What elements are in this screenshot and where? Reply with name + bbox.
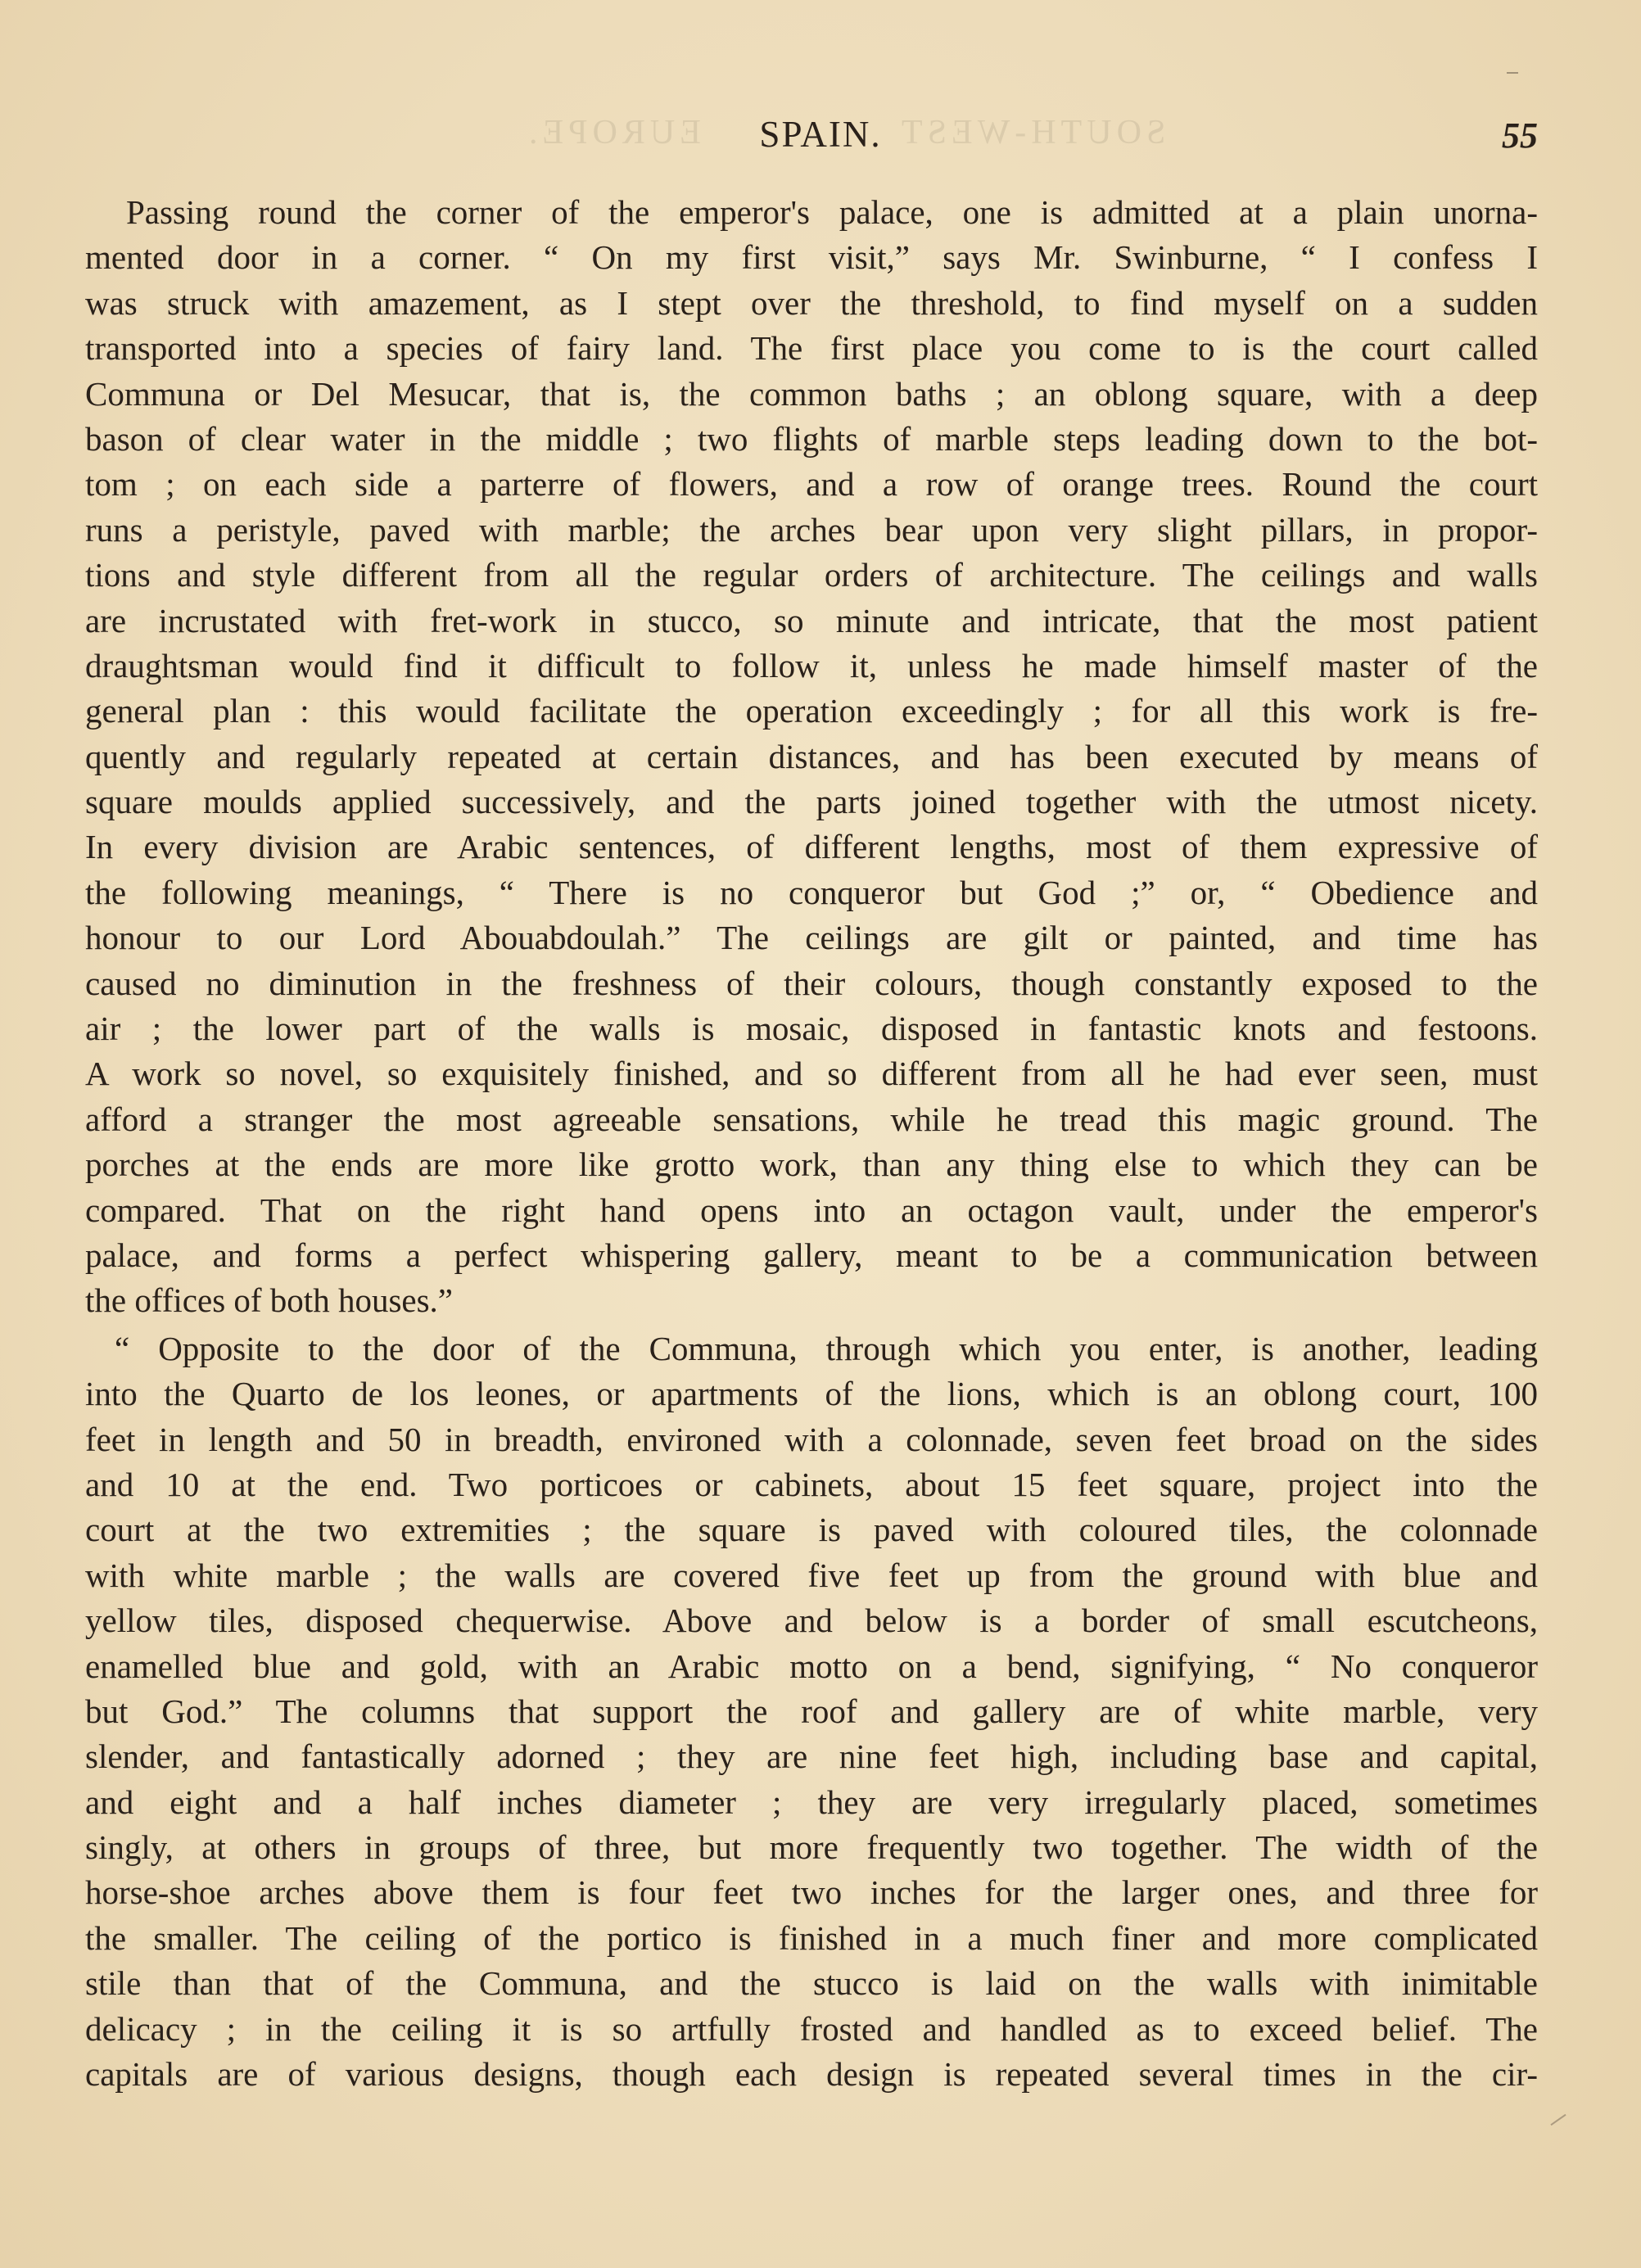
text-line: the offices of both houses.”	[85, 1281, 453, 1320]
text-line: honour to our Lord Abouabdoulah.” The ceilings are gilt or painted, and time has	[85, 919, 1538, 957]
text-line: porches at the ends are more like grotto work, than any thing else to which they can be	[85, 1145, 1538, 1184]
text-line: Passing round the corner of the emperor's palace, one is admitted at a plain unorna-	[126, 193, 1538, 231]
text-line: capitals are of various designs, though each design is repeated several times in the cir-	[85, 2055, 1538, 2094]
text-line: court at the two extremities ; the square is paved with coloured tiles, the colonnade	[85, 1511, 1538, 1549]
text-line: singly, at others in groups of three, but more frequently two together. The width of the	[85, 1828, 1538, 1867]
ink-speck-top	[1507, 72, 1518, 74]
text-line: general plan : this would facilitate the operation exceedingly ; for all this work is fre-	[85, 692, 1538, 730]
text-line: Communa or Del Mesucar, that is, the common baths ; an oblong square, with a deep	[85, 374, 1538, 413]
paragraph-2	[85, 1326, 1538, 2098]
text-line: with white marble ; the walls are covered five feet up from the ground with blue and	[85, 1556, 1538, 1594]
text-line: palace, and forms a perfect whispering gallery, meant to be a communication between	[85, 1236, 1538, 1274]
text-line: transported into a species of fairy land. The first place you come to is the court called	[85, 329, 1538, 368]
body-text	[85, 190, 1538, 2097]
text-line: the following meanings, “ There is no conqueror but God ;” or, “ Obedience and	[85, 873, 1538, 911]
text-line: and eight and a half inches diameter ; they are very irregularly placed, sometimes	[85, 1782, 1538, 1821]
running-title: SPAIN.	[759, 114, 882, 155]
text-line: draughtsman would find it difficult to follow it, unless he made himself master of the	[85, 646, 1538, 684]
text-line: air ; the lower part of the walls is mosaic, disposed in fantastic knots and festoons.	[85, 1010, 1538, 1048]
show-through-right: SOUTH-WEST	[897, 114, 1166, 151]
text-line: caused no diminution in the freshness of their colours, though constantly exposed to the	[85, 964, 1538, 1002]
text-line: yellow tiles, disposed chequerwise. Above and below is a border of small escutcheons,	[85, 1602, 1538, 1640]
show-through-left: EUROPE.	[524, 114, 701, 151]
text-line: slender, and fantastically adorned ; they are nine feet high, including base and capital,	[85, 1737, 1538, 1776]
text-line: In every division are Arabic sentences, of different lengths, most of them expressive of	[85, 828, 1538, 866]
ink-speck-bottom	[1550, 2114, 1566, 2126]
text-line: was struck with amazement, as I stept over the threshold, to find myself on a sudden	[85, 283, 1538, 322]
text-line: enamelled blue and gold, with an Arabic motto on a bend, signifying, “ No conqueror	[85, 1647, 1538, 1685]
text-line: horse-shoe arches above them is four feet two inches for the larger ones, and three for	[85, 1873, 1538, 1912]
text-line: and 10 at the end. Two porticoes or cabinets, about 15 feet square, project into the	[85, 1465, 1538, 1503]
text-line: into the Quarto de los leones, or apartments of the lions, which is an oblong court, 100	[85, 1375, 1538, 1413]
text-line: runs a peristyle, paved with marble; the arches bear upon very slight pillars, in propor-	[85, 510, 1538, 549]
text-line: “ Opposite to the door of the Communa, through which you enter, is another, leading	[115, 1329, 1538, 1367]
text-line: compared. That on the right hand opens into an octagon vault, under the emperor's	[85, 1190, 1538, 1229]
text-line: square moulds applied successively, and the parts joined together with the utmost nicety.	[85, 783, 1538, 821]
text-line: quently and regularly repeated at certain distances, and has been executed by means of	[85, 737, 1538, 775]
text-line: tions and style different from all the regular orders of architecture. The ceilings and walls	[85, 556, 1538, 594]
text-line: but God.” The columns that support the roof and gallery are of white marble, very	[85, 1692, 1538, 1730]
text-line: delicacy ; in the ceiling it is so artfully frosted and handled as to exceed belief. The	[85, 2009, 1538, 2048]
text-line: are incrustated with fret-work in stucco, so minute and intricate, that the most patient	[85, 601, 1538, 639]
text-line: stile than that of the Communa, and the stucco is laid on the walls with inimitable	[85, 1964, 1538, 2003]
text-line: A work so novel, so exquisitely finished, and so different from all he had ever seen, must	[85, 1055, 1538, 1093]
text-line: bason of clear water in the middle ; two flights of marble steps leading down to the bot-	[85, 419, 1538, 458]
text-line: afford a stranger the most agreeable sensations, while he tread this magic ground. The	[85, 1100, 1538, 1138]
paragraph-1	[85, 190, 1538, 1324]
text-line: feet in length and 50 in breadth, environed with a colonnade, seven feet broad on the sides	[85, 1420, 1538, 1458]
page-number: 55	[1502, 115, 1538, 156]
text-line: mented door in a corner. “ On my first visit,” says Mr. Swinburne, “ I confess I	[85, 238, 1538, 277]
text-line: the smaller. The ceiling of the portico is finished in a much finer and more complicated	[85, 1918, 1538, 1957]
text-line: tom ; on each side a parterre of flowers, and a row of orange trees. Round the court	[85, 465, 1538, 504]
